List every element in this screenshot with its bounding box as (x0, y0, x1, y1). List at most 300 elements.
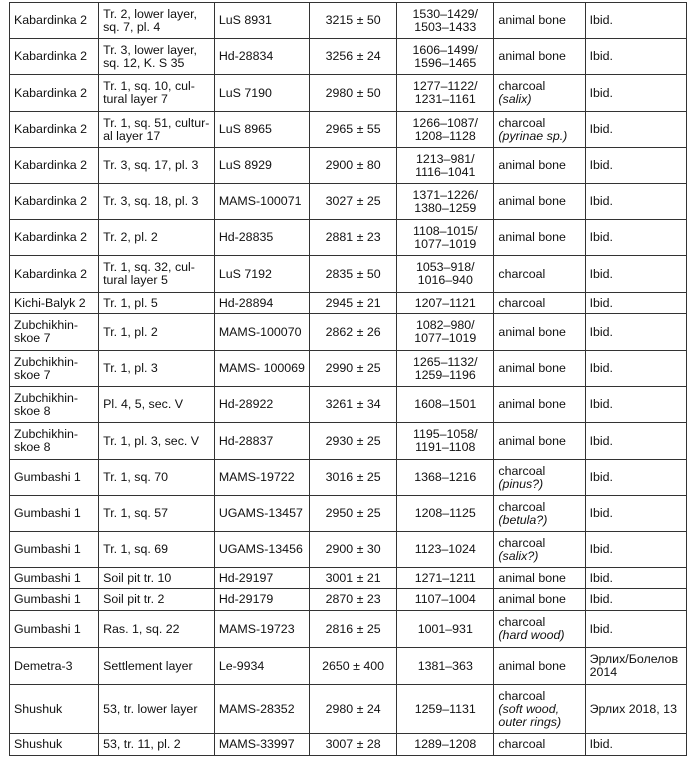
lab-code-cell (214, 351, 309, 387)
context-cell (99, 256, 215, 293)
cal-date-cell (397, 39, 494, 75)
context-cell-text: Settlement layer (103, 658, 193, 673)
bp-date-cell-text: 3016 ± 25 (325, 470, 381, 484)
context-cell (99, 39, 215, 75)
lab-code-cell-text: Hd-28922 (218, 397, 274, 411)
lab-code-cell (214, 685, 309, 734)
cal-date-cell (397, 568, 494, 589)
material-cell (494, 184, 585, 220)
reference-cell-text: Ibid. (589, 506, 613, 520)
cal-date-cell (397, 75, 494, 112)
lab-code-cell (214, 3, 309, 39)
table-row (10, 314, 687, 351)
site-cell-text: Gumbashi 1 (14, 470, 81, 484)
site-cell-text: Shushuk (14, 701, 63, 716)
context-cell-text: Tr. 1, pl. 2 (103, 324, 158, 339)
reference-cell-text: Ibid. (589, 570, 613, 585)
reference-cell-text: Ibid. (589, 592, 613, 606)
lab-code-cell-text: Hd-28894 (218, 295, 274, 310)
site-cell (10, 648, 99, 685)
material-note: (betula?) (498, 512, 548, 527)
context-cell-text: Tr. 3, lower layer, sq. 12, K. S 35 (103, 42, 197, 70)
material-cell (494, 314, 585, 351)
site-cell-text: Kabardinka 2 (14, 13, 88, 27)
site-cell-text: Zubchikhin- skoe 8 (14, 390, 79, 418)
material-cell-text: charcoal (498, 615, 546, 629)
table-body (10, 3, 687, 756)
bp-date-cell (310, 589, 397, 611)
cal-date-cell-text: 1368–1216 (414, 470, 477, 484)
site-cell-text: Kabardinka 2 (14, 194, 88, 208)
lab-code-cell-text: Hd-28834 (218, 49, 274, 63)
material-cell-text: charcoal (498, 79, 546, 93)
table-row (10, 734, 687, 756)
reference-cell (585, 75, 686, 112)
material-cell-text: animal bone (498, 13, 566, 27)
site-cell (10, 112, 99, 148)
table-row (10, 387, 687, 423)
bp-date-cell-text: 2862 ± 26 (325, 324, 381, 339)
bp-date-cell-text: 2900 ± 80 (325, 158, 381, 172)
reference-cell (585, 496, 686, 532)
lab-code-cell (214, 589, 309, 611)
reference-cell (585, 351, 686, 387)
cal-date-cell (397, 314, 494, 351)
context-cell (99, 220, 215, 256)
site-cell (10, 75, 99, 112)
bp-date-cell-text: 3256 ± 24 (325, 49, 381, 63)
material-cell-text: animal bone (498, 49, 566, 63)
cal-date-cell-text: 1530–1429/ 1503–1433 (412, 6, 478, 34)
context-cell (99, 293, 215, 314)
context-cell (99, 148, 215, 184)
context-cell (99, 75, 215, 112)
cal-date-cell-text: 1608–1501 (414, 397, 477, 411)
site-cell (10, 351, 99, 387)
lab-code-cell (214, 460, 309, 496)
reference-cell (585, 460, 686, 496)
material-cell (494, 460, 585, 496)
cal-date-cell (397, 423, 494, 460)
reference-cell-text: Эрлих 2018, 13 (589, 701, 677, 716)
lab-code-cell (214, 112, 309, 148)
reference-cell (585, 589, 686, 611)
lab-code-cell-text: LuS 8965 (218, 122, 272, 136)
lab-code-cell (214, 148, 309, 184)
material-cell (494, 75, 585, 112)
material-cell-text: charcoal (498, 463, 546, 478)
table-row (10, 685, 687, 734)
site-cell-text: Gumbashi 1 (14, 542, 81, 556)
lab-code-cell-text: UGAMS-13456 (218, 542, 303, 556)
material-note: (hard wood) (498, 628, 565, 642)
cal-date-cell (397, 734, 494, 756)
lab-code-cell-text: Hd-29179 (218, 592, 274, 606)
cal-date-cell-text: 1265–1132/ 1259–1196 (413, 354, 478, 382)
reference-cell (585, 611, 686, 648)
reference-cell-text: Ibid. (589, 194, 613, 208)
lab-code-cell-text: LuS 8931 (218, 13, 272, 27)
cal-date-cell (397, 685, 494, 734)
bp-date-cell-text: 2950 ± 25 (325, 506, 381, 520)
table-row (10, 256, 687, 293)
lab-code-cell-text: Hd-28835 (218, 230, 274, 244)
lab-code-cell-text: MAMS- 100069 (218, 361, 305, 375)
bp-date-cell (310, 220, 397, 256)
context-cell-text: Tr. 1, sq. 69 (103, 542, 169, 556)
material-cell-text: charcoal (498, 535, 546, 550)
context-cell-text: Tr. 3, sq. 18, pl. 3 (103, 194, 199, 208)
context-cell (99, 112, 215, 148)
context-cell (99, 611, 215, 648)
cal-date-cell-text: 1371–1226/ 1380–1259 (412, 187, 478, 215)
lab-code-cell-text: MAMS-100071 (218, 194, 302, 208)
site-cell (10, 220, 99, 256)
table-row (10, 220, 687, 256)
lab-code-cell (214, 314, 309, 351)
material-cell-text: charcoal (498, 688, 546, 703)
cal-date-cell-text: 1207–1121 (414, 295, 476, 310)
context-cell (99, 3, 215, 39)
material-cell (494, 648, 585, 685)
cal-date-cell (397, 496, 494, 532)
site-cell-text: Zubchikhin- skoe 7 (14, 354, 79, 382)
table-row (10, 112, 687, 148)
bp-date-cell (310, 611, 397, 648)
context-cell (99, 734, 215, 756)
lab-code-cell (214, 293, 309, 314)
context-cell-text: Tr. 1, sq. 70 (103, 470, 169, 484)
context-cell (99, 314, 215, 351)
material-cell-text: charcoal (498, 266, 546, 281)
site-cell (10, 685, 99, 734)
reference-cell (585, 39, 686, 75)
table-row (10, 589, 687, 611)
context-cell-text: Tr. 2, pl. 2 (103, 230, 158, 244)
context-cell (99, 568, 215, 589)
bp-date-cell (310, 293, 397, 314)
context-cell-text: Tr. 1, sq. 10, cul- tural layer 7 (103, 79, 195, 106)
context-cell-text: Tr. 1, sq. 51, cultur- al layer 17 (103, 115, 210, 143)
reference-cell-text: Ibid. (589, 361, 613, 375)
lab-code-cell-text: MAMS-100070 (218, 324, 302, 339)
cal-date-cell (397, 460, 494, 496)
lab-code-cell (214, 496, 309, 532)
bp-date-cell-text: 2980 ± 50 (325, 85, 381, 100)
material-note: (soft wood, outer rings) (498, 701, 562, 729)
bp-date-cell-text: 2990 ± 25 (325, 361, 381, 375)
context-cell (99, 351, 215, 387)
bp-date-cell (310, 314, 397, 351)
reference-cell (585, 423, 686, 460)
lab-code-cell-text: Hd-29197 (218, 570, 274, 585)
material-cell (494, 734, 585, 756)
reference-cell-text: Ibid. (589, 158, 613, 172)
site-cell-text: Gumbashi 1 (14, 506, 81, 520)
reference-cell-text: Ibid. (589, 49, 613, 63)
bp-date-cell-text: 2900 ± 30 (325, 542, 381, 556)
lab-code-cell-text: Hd-28837 (218, 433, 274, 448)
table-row (10, 496, 687, 532)
bp-date-cell (310, 351, 397, 387)
context-cell-text: Soil pit tr. 10 (103, 570, 172, 585)
bp-date-cell-text: 3007 ± 28 (325, 737, 381, 751)
cal-date-cell (397, 532, 494, 568)
site-cell-text: Kabardinka 2 (14, 266, 88, 281)
context-cell-text: Ras. 1, sq. 22 (103, 621, 180, 636)
reference-cell-text: Ibid. (589, 737, 613, 751)
reference-cell (585, 3, 686, 39)
cal-date-cell-text: 1271–1211 (414, 570, 476, 585)
site-cell (10, 589, 99, 611)
context-cell-text: Tr. 3, sq. 17, pl. 3 (103, 158, 199, 172)
cal-date-cell-text: 1107–1004 (414, 592, 476, 606)
bp-date-cell-text: 2881 ± 23 (325, 230, 381, 244)
cal-date-cell (397, 648, 494, 685)
lab-code-cell-text: MAMS-19722 (218, 470, 295, 484)
lab-code-cell-text: UGAMS-13457 (218, 506, 303, 520)
context-cell-text: Pl. 4, 5, sec. V (103, 397, 183, 411)
reference-cell-text: Ibid. (589, 542, 613, 556)
reference-cell (585, 734, 686, 756)
reference-cell (585, 568, 686, 589)
material-cell-text: animal bone (498, 570, 566, 585)
material-cell (494, 611, 585, 648)
cal-date-cell (397, 351, 494, 387)
site-cell-text: Zubchikhin- skoe 7 (14, 318, 79, 345)
lab-code-cell (214, 532, 309, 568)
context-cell-text: 53, tr. lower layer (103, 701, 198, 716)
bp-date-cell-text: 2835 ± 50 (325, 266, 381, 281)
material-cell-text: charcoal (498, 737, 546, 751)
material-cell (494, 293, 585, 314)
cal-date-cell-text: 1195–1058/ 1191–1108 (413, 427, 478, 454)
bp-date-cell (310, 112, 397, 148)
context-cell (99, 648, 215, 685)
lab-code-cell (214, 423, 309, 460)
lab-code-cell (214, 611, 309, 648)
reference-cell-text: Ibid. (589, 324, 613, 339)
table-row (10, 39, 687, 75)
context-cell-text: Tr. 1, sq. 57 (103, 506, 169, 520)
table-row (10, 568, 687, 589)
bp-date-cell (310, 75, 397, 112)
bp-date-cell (310, 460, 397, 496)
cal-date-cell-text: 1082–980/ 1077–1019 (414, 318, 477, 345)
cal-date-cell (397, 148, 494, 184)
bp-date-cell-text: 3027 ± 25 (325, 194, 381, 208)
site-cell (10, 460, 99, 496)
site-cell-text: Gumbashi 1 (14, 570, 81, 585)
cal-date-cell-text: 1266–1087/ 1208–1128 (412, 115, 478, 143)
site-cell-text: Shushuk (14, 737, 63, 751)
bp-date-cell (310, 532, 397, 568)
cal-date-cell (397, 256, 494, 293)
reference-cell (585, 220, 686, 256)
site-cell-text: Zubchikhin- skoe 8 (14, 427, 79, 454)
material-cell-text: charcoal (498, 295, 546, 310)
cal-date-cell (397, 387, 494, 423)
material-cell-text: animal bone (498, 658, 566, 673)
radiocarbon-dates-table (9, 2, 687, 756)
material-cell (494, 387, 585, 423)
site-cell-text: Kabardinka 2 (14, 158, 88, 172)
table-row (10, 423, 687, 460)
site-cell (10, 568, 99, 589)
cal-date-cell-text: 1289–1208 (414, 737, 477, 751)
context-cell-text: Tr. 1, pl. 5 (103, 295, 158, 310)
lab-code-cell (214, 256, 309, 293)
reference-cell (585, 648, 686, 685)
site-cell (10, 387, 99, 423)
site-cell (10, 532, 99, 568)
context-cell-text: Tr. 1, sq. 32, cul- tural layer 5 (103, 260, 195, 287)
material-cell (494, 256, 585, 293)
bp-date-cell (310, 184, 397, 220)
site-cell (10, 734, 99, 756)
material-cell-text: charcoal (498, 499, 546, 514)
lab-code-cell (214, 568, 309, 589)
reference-cell-text: Ibid. (589, 85, 613, 100)
cal-date-cell (397, 611, 494, 648)
material-cell (494, 532, 585, 568)
cal-date-cell-text: 1213–981/ 1116–1041 (415, 151, 476, 179)
reference-cell-text: Ibid. (589, 122, 613, 136)
bp-date-cell (310, 423, 397, 460)
material-cell-text: animal bone (498, 230, 566, 244)
reference-cell (585, 148, 686, 184)
cal-date-cell (397, 220, 494, 256)
context-cell (99, 685, 215, 734)
cal-date-cell-text: 1259–1131 (414, 701, 476, 716)
site-cell-text: Gumbashi 1 (14, 592, 81, 606)
reference-cell (585, 112, 686, 148)
lab-code-cell-text: LuS 7192 (218, 266, 272, 281)
bp-date-cell-text: 2930 ± 25 (325, 433, 381, 448)
reference-cell (585, 685, 686, 734)
site-cell (10, 496, 99, 532)
reference-cell-text: Ibid. (589, 433, 613, 448)
lab-code-cell-text: MAMS-28352 (218, 701, 295, 716)
material-cell (494, 3, 585, 39)
site-cell (10, 184, 99, 220)
material-cell (494, 112, 585, 148)
bp-date-cell-text: 3001 ± 21 (325, 570, 381, 585)
material-cell (494, 568, 585, 589)
material-cell-text: animal bone (498, 158, 566, 172)
reference-cell (585, 387, 686, 423)
bp-date-cell (310, 148, 397, 184)
bp-date-cell-text: 3261 ± 34 (325, 397, 381, 411)
reference-cell-text: Ibid. (589, 621, 613, 636)
lab-code-cell-text: LuS 8929 (218, 158, 272, 172)
table-row (10, 460, 687, 496)
site-cell-text: Kabardinka 2 (14, 49, 88, 63)
context-cell (99, 496, 215, 532)
cal-date-cell (397, 3, 494, 39)
lab-code-cell (214, 648, 309, 685)
material-cell-text: animal bone (498, 324, 566, 339)
bp-date-cell (310, 256, 397, 293)
table-row (10, 293, 687, 314)
site-cell-text: Gumbashi 1 (14, 621, 81, 636)
material-cell-text: animal bone (498, 397, 566, 411)
context-cell-text: Tr. 1, pl. 3, sec. V (103, 433, 200, 448)
site-cell (10, 611, 99, 648)
context-cell-text: Tr. 2, lower layer, sq. 7, pl. 4 (103, 6, 197, 34)
lab-code-cell-text: MAMS-33997 (218, 737, 295, 751)
reference-cell (585, 314, 686, 351)
bp-date-cell-text: 2650 ± 400 (322, 658, 385, 673)
reference-cell-text: Эрлих/Болелов 2014 (589, 652, 679, 679)
bp-date-cell-text: 2965 ± 55 (325, 122, 381, 136)
site-cell (10, 423, 99, 460)
cal-date-cell-text: 1381–363 (417, 658, 473, 673)
bp-date-cell-text: 3215 ± 50 (325, 13, 381, 27)
material-cell-text: animal bone (498, 433, 566, 448)
site-cell (10, 3, 99, 39)
lab-code-cell (214, 184, 309, 220)
table-row (10, 3, 687, 39)
site-cell (10, 39, 99, 75)
table-row (10, 148, 687, 184)
cal-date-cell-text: 1053–918/ 1016–940 (415, 260, 475, 287)
context-cell (99, 423, 215, 460)
cal-date-cell (397, 112, 494, 148)
context-cell-text: 53, tr. 11, pl. 2 (103, 737, 181, 751)
material-cell-text: charcoal (498, 115, 546, 130)
material-cell-text: animal bone (498, 361, 566, 375)
context-cell (99, 589, 215, 611)
material-cell (494, 351, 585, 387)
material-note: (salix) (498, 92, 532, 106)
context-cell-text: Soil pit tr. 2 (103, 592, 165, 606)
lab-code-cell-text: MAMS-19723 (218, 621, 295, 636)
material-note: (pyrinae sp.) (498, 128, 568, 143)
site-cell-text: Kabardinka 2 (14, 85, 88, 100)
material-cell (494, 423, 585, 460)
cal-date-cell-text: 1108–1015/ 1077–1019 (413, 223, 478, 251)
site-cell-text: Kabardinka 2 (14, 122, 88, 136)
reference-cell (585, 293, 686, 314)
lab-code-cell-text: Le-9934 (218, 658, 265, 673)
bp-date-cell (310, 734, 397, 756)
cal-date-cell-text: 1123–1024 (414, 542, 476, 556)
material-cell (494, 39, 585, 75)
context-cell (99, 460, 215, 496)
cal-date-cell (397, 184, 494, 220)
site-cell-text: Kichi-Balyk 2 (14, 295, 86, 310)
table-row (10, 75, 687, 112)
cal-date-cell-text: 1208–1125 (414, 506, 476, 520)
material-cell (494, 685, 585, 734)
bp-date-cell (310, 496, 397, 532)
reference-cell-text: Ibid. (589, 230, 613, 244)
lab-code-cell (214, 39, 309, 75)
cal-date-cell (397, 293, 494, 314)
material-cell-text: animal bone (498, 592, 566, 606)
site-cell (10, 148, 99, 184)
bp-date-cell-text: 2945 ± 21 (325, 295, 381, 310)
cal-date-cell-text: 1277–1122/ 1231–1161 (413, 79, 478, 106)
reference-cell-text: Ibid. (589, 397, 613, 411)
bp-date-cell (310, 648, 397, 685)
cal-date-cell-text: 1001–931 (417, 621, 473, 636)
lab-code-cell-text: LuS 7190 (218, 85, 272, 100)
bp-date-cell (310, 568, 397, 589)
material-cell (494, 496, 585, 532)
site-cell (10, 314, 99, 351)
